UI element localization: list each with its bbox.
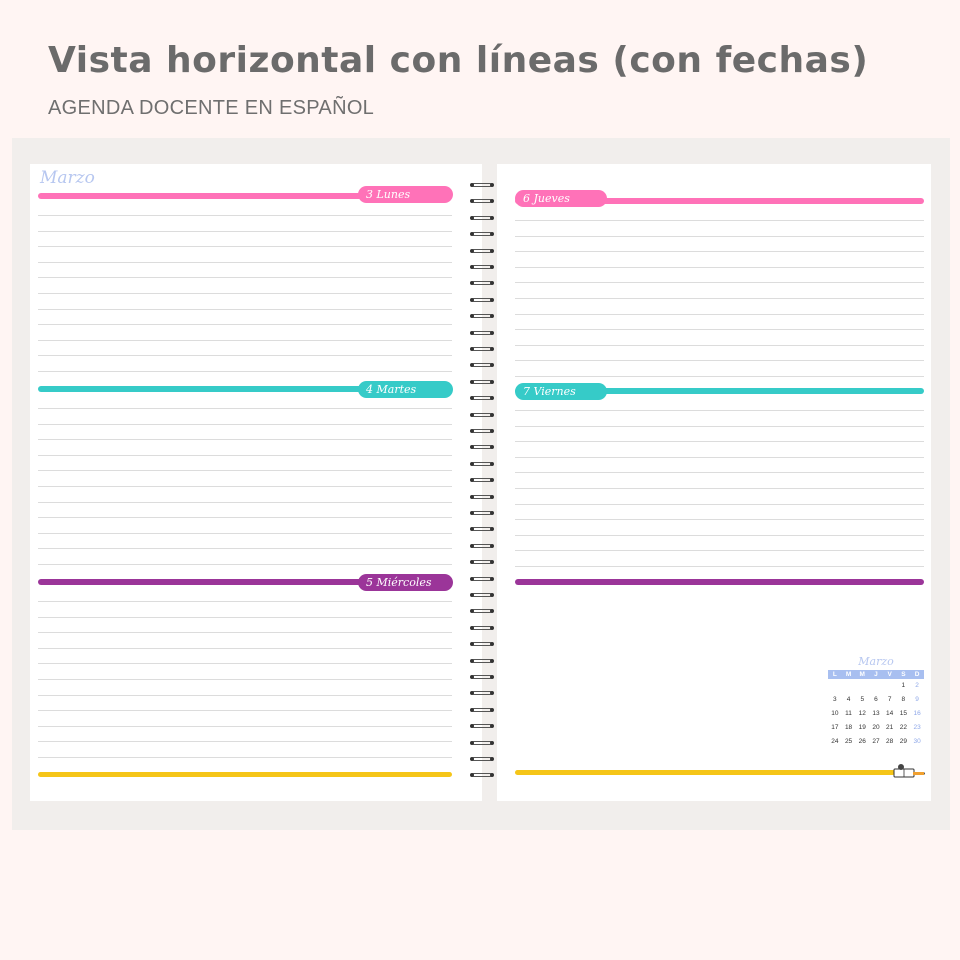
calendar-day: 14	[886, 710, 894, 717]
calendar-day: 17	[831, 724, 839, 731]
calendar-day	[842, 679, 856, 693]
calendar-day: 12	[858, 710, 866, 717]
spiral-ring-icon	[472, 232, 492, 236]
spiral-ring-icon	[472, 708, 492, 712]
calendar-day: 22	[899, 724, 907, 731]
spiral-ring-icon	[472, 626, 492, 630]
calendar-week	[828, 707, 924, 721]
weekday-label: J	[874, 671, 878, 678]
spiral-ring-icon	[472, 511, 492, 515]
calendar-day: 19	[858, 724, 866, 731]
spiral-ring-icon	[472, 741, 492, 745]
mini-calendar	[828, 654, 924, 749]
calendar-day: 9	[915, 696, 919, 703]
calendar-day: 28	[886, 738, 894, 745]
spiral-ring-icon	[472, 331, 492, 335]
spiral-ring-icon	[472, 757, 492, 761]
spiral-ring-icon	[472, 773, 492, 777]
spiral-ring-icon	[472, 249, 492, 253]
calendar-day: 24	[831, 738, 839, 745]
calendar-week	[828, 693, 924, 707]
weekday-label: L	[832, 671, 837, 678]
calendar-day: 2	[915, 682, 919, 689]
spiral-ring-icon	[472, 445, 492, 449]
calendar-week	[828, 735, 924, 749]
calendar-day: 23	[913, 724, 921, 731]
weekday-label: M	[845, 671, 852, 678]
spiral-ring-icon	[472, 577, 492, 581]
calendar-day: 13	[872, 710, 880, 717]
page-title: Vista horizontal con líneas (con fechas)	[48, 40, 869, 81]
spiral-ring-icon	[472, 462, 492, 466]
footer-band-left	[38, 772, 452, 777]
spiral-binding-icon	[470, 183, 496, 793]
spiral-ring-icon	[472, 281, 492, 285]
calendar-day: 1	[901, 682, 906, 689]
left-page	[30, 164, 482, 801]
calendar-day: 29	[899, 738, 907, 745]
calendar-day: 5	[860, 696, 865, 703]
spiral-ring-icon	[472, 527, 492, 531]
calendar-day: 21	[886, 724, 894, 731]
calendar-day: 26	[858, 738, 866, 745]
calendar-day: 3	[833, 696, 837, 703]
weekday-label: S	[901, 671, 906, 678]
calendar-day: 10	[831, 710, 839, 717]
spiral-ring-icon	[472, 478, 492, 482]
month-title: Marzo	[40, 168, 95, 188]
mini-calendar-weekdays	[828, 670, 924, 679]
calendar-day: 8	[901, 696, 906, 703]
spiral-ring-icon	[472, 642, 492, 646]
day-tab-miercoles: 5 Miércoles	[358, 574, 453, 591]
weekday-label: D	[914, 671, 920, 678]
spiral-ring-icon	[472, 691, 492, 695]
calendar-day: 6	[874, 696, 878, 703]
weekday-label: V	[887, 671, 892, 678]
calendar-day	[883, 679, 897, 693]
spiral-ring-icon	[472, 363, 492, 367]
calendar-day: 25	[844, 738, 853, 745]
calendar-day: 7	[887, 696, 892, 703]
spiral-ring-icon	[472, 216, 492, 220]
spiral-ring-icon	[472, 495, 492, 499]
calendar-day: 20	[872, 724, 880, 731]
calendar-day	[869, 679, 883, 693]
page-subtitle: AGENDA DOCENTE EN ESPAÑOL	[48, 97, 375, 119]
calendar-day	[828, 679, 842, 693]
footer-band-right	[515, 770, 895, 775]
spiral-ring-icon	[472, 314, 492, 318]
calendar-day	[855, 679, 869, 693]
day-tab-jueves: 6 Jueves	[515, 190, 607, 207]
spiral-ring-icon	[472, 609, 492, 613]
spiral-ring-icon	[472, 347, 492, 351]
calendar-week	[828, 721, 924, 735]
teacher-reading-logo-icon	[893, 763, 925, 778]
day-tab-viernes: 7 Viernes	[515, 383, 607, 400]
calendar-day: 16	[913, 710, 921, 717]
spiral-ring-icon	[472, 396, 492, 400]
day-tab-lunes: 3 Lunes	[358, 186, 453, 203]
weekday-label: M	[859, 671, 865, 678]
spiral-ring-icon	[472, 429, 492, 433]
spiral-ring-icon	[472, 593, 492, 597]
spiral-ring-icon	[472, 544, 492, 548]
spiral-ring-icon	[472, 183, 492, 187]
spiral-ring-icon	[472, 659, 492, 663]
calendar-day: 30	[913, 738, 921, 745]
mini-calendar-month: Marzo	[858, 655, 894, 668]
spiral-ring-icon	[472, 265, 492, 269]
day-tab-martes: 4 Martes	[358, 381, 453, 398]
calendar-day: 4	[846, 696, 851, 703]
spiral-ring-icon	[472, 675, 492, 679]
spiral-ring-icon	[472, 199, 492, 203]
calendar-week	[828, 679, 924, 693]
calendar-day: 11	[845, 710, 852, 717]
weekend-band	[515, 579, 924, 585]
spiral-ring-icon	[472, 724, 492, 728]
calendar-day: 18	[844, 724, 853, 731]
spiral-ring-icon	[472, 380, 492, 384]
spiral-ring-icon	[472, 560, 492, 564]
spiral-ring-icon	[472, 298, 492, 302]
spiral-ring-icon	[472, 413, 492, 417]
calendar-day: 15	[899, 710, 907, 717]
calendar-day: 27	[872, 738, 880, 745]
